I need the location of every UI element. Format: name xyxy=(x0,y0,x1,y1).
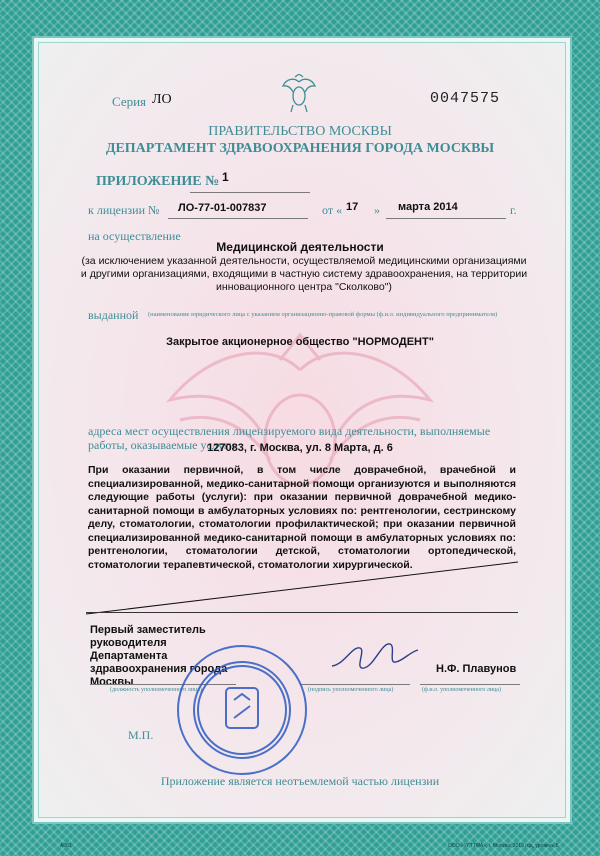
hint-sign: (подпись уполномоченного лица) xyxy=(308,687,394,693)
license-label: к лицензии № xyxy=(88,203,160,217)
gov-title: ПРАВИТЕЛЬСТВО МОСКВЫ xyxy=(208,124,392,139)
dept-title: ДЕПАРТАМЕНТ ЗДРАВООХРАНЕНИЯ ГОРОДА МОСКВЫ xyxy=(105,141,495,156)
quote-close: » xyxy=(374,203,380,217)
appendix-number: 1 xyxy=(222,170,229,184)
footer-left-code: А061 xyxy=(60,843,72,849)
hint-position: (должность уполномоченного лица) xyxy=(110,687,202,693)
blank-space-strike-line xyxy=(86,560,518,616)
activity-note: (за исключением указанной деятельности, осуществляемой медицинскими организациями и другими организациями, входящими в частную систему здравоохранения, на территории инновационного центра "Сколково") xyxy=(80,255,528,293)
handwritten-signature xyxy=(330,636,420,676)
coat-of-arms-icon xyxy=(280,74,318,114)
footer-note: Приложение является неотъемлемой частью лицензии xyxy=(160,774,440,788)
series-label: Серия xyxy=(112,94,147,109)
services-text: При оказании первичной, в том числе доврачебной, врачебной и специализированной, медико-санитарной помощи организуются и выполняются следующие работы (услуги): при оказании первичной доврачебной медико-санитарной помощи в амбулаторных условиях по: рентгенологии, сестринскому делу, стоматологии, стоматологии профилактической; при оказании первичной специализированной медико-санитарной помощи в амбулаторных условиях по: рентгенологии, стоматологии детской, стоматологии ортопедической, стоматологии терапевтической, стоматологии хирургической. xyxy=(88,464,516,571)
activity-label: на осуществление xyxy=(88,229,181,243)
footer-right-code: ООО «УГТТМА», г. Москва, 2013 год, уровень Б xyxy=(448,843,559,849)
issued-hint: (наименование юридического лица с указанием организационно-правовой формы (ф.и.о. индивидуального предпринимателя) xyxy=(148,311,498,318)
license-day: 17 xyxy=(346,201,359,213)
hint-name: (ф.и.о. уполномоченного лица) xyxy=(422,687,501,693)
activity-title: Медицинской деятельности xyxy=(216,240,384,254)
address-label: адреса мест осуществления лицензируемого вида деятельности, выполняемые работы, оказываемые услуги xyxy=(88,424,491,452)
official-stamp xyxy=(172,640,312,780)
from-label: от « xyxy=(322,203,343,217)
signer-name: Н.Ф. Плавунов xyxy=(436,663,517,675)
series-value: ЛО xyxy=(152,92,172,107)
address-value: 127083, г. Москва, ул. 8 Марта, д. 6 xyxy=(207,442,393,454)
issued-label: выданной xyxy=(88,308,139,322)
appendix-label: ПРИЛОЖЕНИЕ № xyxy=(96,174,220,189)
organization-name: Закрытое акционерное общество "НОРМОДЕНТ" xyxy=(166,336,434,348)
year-suffix: г. xyxy=(510,203,517,217)
license-month-year: марта 2014 xyxy=(398,201,458,213)
form-number: 0047575 xyxy=(430,90,501,107)
license-number: ЛО-77-01-007837 xyxy=(178,202,267,214)
seal-place-label: М.П. xyxy=(128,728,154,742)
signer-position: Первый заместитель руководителя Департамента здравоохранения города Москвы xyxy=(90,624,228,688)
